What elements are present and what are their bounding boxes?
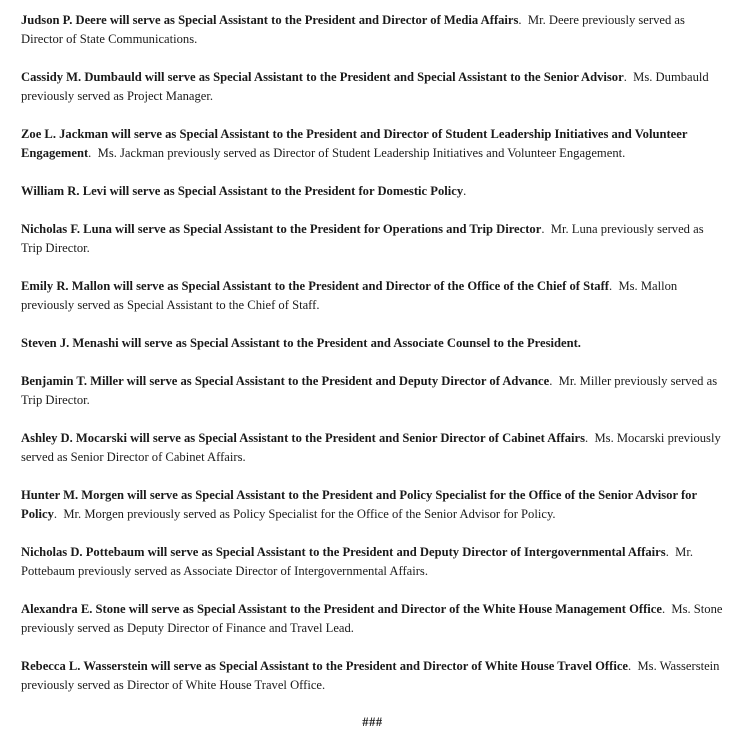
appointment-note: Ms. Stone previously served as Deputy Director of Finance and Travel Lead. [21, 602, 723, 635]
appointment-note: Ms. Wasserstein previously served as Director of White House Travel Office. [21, 659, 720, 692]
appointment-note: Ms. Dumbauld previously served as Project Manager. [21, 70, 709, 103]
appointment-note: Ms. Jackman previously served as Director of Student Leadership Initiatives and Volunteer Engagement. [97, 146, 626, 160]
appointment-note: Mr. Pottebaum previously served as Associate Director of Intergovernmental Affairs. [21, 545, 693, 578]
appointment-title: Cassidy M. Dumbauld will serve as Special Assistant to the President and Special Assistant to the Senior Advisor [21, 70, 624, 84]
appointment-title: Alexandra E. Stone will serve as Special Assistant to the President and Director of the White House Management Office [21, 602, 662, 616]
appointment-title: Rebecca L. Wasserstein will serve as Special Assistant to the President and Director of White House Travel Office [21, 659, 629, 673]
appointment-entry-levi: William R. Levi will serve as Special Assistant to the President for Domestic Policy. [21, 184, 467, 198]
appointment-entry-luna: Nicholas F. Luna will serve as Special Assistant to the President for Operations and Trip Director. Mr. Luna previously served as Trip Director. [21, 222, 704, 255]
appointment-title: Zoe L. Jackman will serve as Special Assistant to the President and Director of Student Leadership Initiatives and Volunteer Engagement [21, 127, 688, 160]
appointment-title: Ashley D. Mocarski will serve as Special Assistant to the President and Senior Director of Cabinet Affairs [21, 431, 586, 445]
appointment-note: Ms. Mocarski previously served as Senior Director of Cabinet Affairs. [21, 431, 721, 464]
appointment-entry-stone: Alexandra E. Stone will serve as Special Assistant to the President and Director of the White House Management Office. Ms. Stone previously served as Deputy Director of Finance and Travel Lead. [21, 602, 723, 635]
appointment-title: Emily R. Mallon will serve as Special Assistant to the President and Director of the Office of the Chief of Staff [21, 279, 609, 293]
appointment-entry-jackman: Zoe L. Jackman will serve as Special Assistant to the President and Director of Student Leadership Initiatives and Volunteer Engagement. Ms. Jackman previously served as Director of Student Leadership Initiatives and Volunteer Engagement. [21, 127, 688, 160]
appointment-entry-deere: Judson P. Deere will serve as Special Assistant to the President and Director of Media Affairs. Mr. Deere previously served as Director of State Communications. [21, 13, 685, 46]
appointment-title: Benjamin T. Miller will serve as Special Assistant to the President and Deputy Director of Advance [21, 374, 550, 388]
appointment-entry-miller: Benjamin T. Miller will serve as Special Assistant to the President and Deputy Director of Advance. Mr. Miller previously served as Trip Director. [21, 374, 718, 407]
appointment-note: Ms. Mallon previously served as Special Assistant to the Chief of Staff. [21, 279, 678, 312]
appointment-entry-menashi [21, 334, 724, 353]
appointment-title: William R. Levi will serve as Special Assistant to the President for Domestic Policy [21, 184, 464, 198]
appointment-title: Judson P. Deere will serve as Special Assistant to the President and Director of Media Affairs [21, 13, 519, 27]
appointment-entry-mocarski: Ashley D. Mocarski will serve as Special Assistant to the President and Senior Director of Cabinet Affairs. Ms. Mocarski previously served as Senior Director of Cabinet Affairs. [21, 431, 721, 464]
appointment-entry-mallon: Emily R. Mallon will serve as Special Assistant to the President and Director of the Office of the Chief of Staff. Ms. Mallon previously served as Special Assistant to the Chief of Staff. [21, 279, 678, 312]
appointment-entry-dumbauld: Cassidy M. Dumbauld will serve as Special Assistant to the President and Special Assistant to the Senior Advisor. Ms. Dumbauld previously served as Project Manager. [21, 70, 709, 103]
appointment-entry-wasserstein: Rebecca L. Wasserstein will serve as Special Assistant to the President and Director of White House Travel Office. Ms. Wasserstein previously served as Director of White House Travel Office. [21, 659, 720, 692]
appointment-entry-morgen: Hunter M. Morgen will serve as Special Assistant to the President and Policy Specialist for the Office of the Senior Advisor for Policy. Mr. Morgen previously served as Policy Specialist for the Office of the Senior Advisor for Policy. [21, 488, 697, 521]
appointment-note: Mr. Deere previously served as Director of State Communications. [21, 13, 685, 46]
appointment-entry-pottebaum: Nicholas D. Pottebaum will serve as Special Assistant to the President and Deputy Director of Intergovernmental Affairs. Mr. Pottebaum previously served as Associate Director of Intergovernmental Affairs. [21, 545, 693, 578]
appointment-title: Nicholas F. Luna will serve as Special Assistant to the President for Operations and Trip Director [21, 222, 542, 236]
appointment-note: Mr. Miller previously served as Trip Director. [21, 374, 718, 407]
appointment-note: Mr. Luna previously served as Trip Director. [21, 222, 704, 255]
appointment-note: Mr. Morgen previously served as Policy Specialist for the Office of the Senior Advisor for Policy. [63, 507, 556, 521]
appointment-title: Nicholas D. Pottebaum will serve as Special Assistant to the President and Deputy Director of Intergovernmental Affairs [21, 545, 666, 559]
appointment-title: Hunter M. Morgen will serve as Special Assistant to the President and Policy Specialist for the Office of the Senior Advisor for Policy [21, 488, 697, 521]
end-of-release-mark: ### [362, 715, 383, 729]
appointment-title: Steven J. Menashi will serve as Special Assistant to the President and Associate Counsel to the President. [21, 336, 581, 350]
